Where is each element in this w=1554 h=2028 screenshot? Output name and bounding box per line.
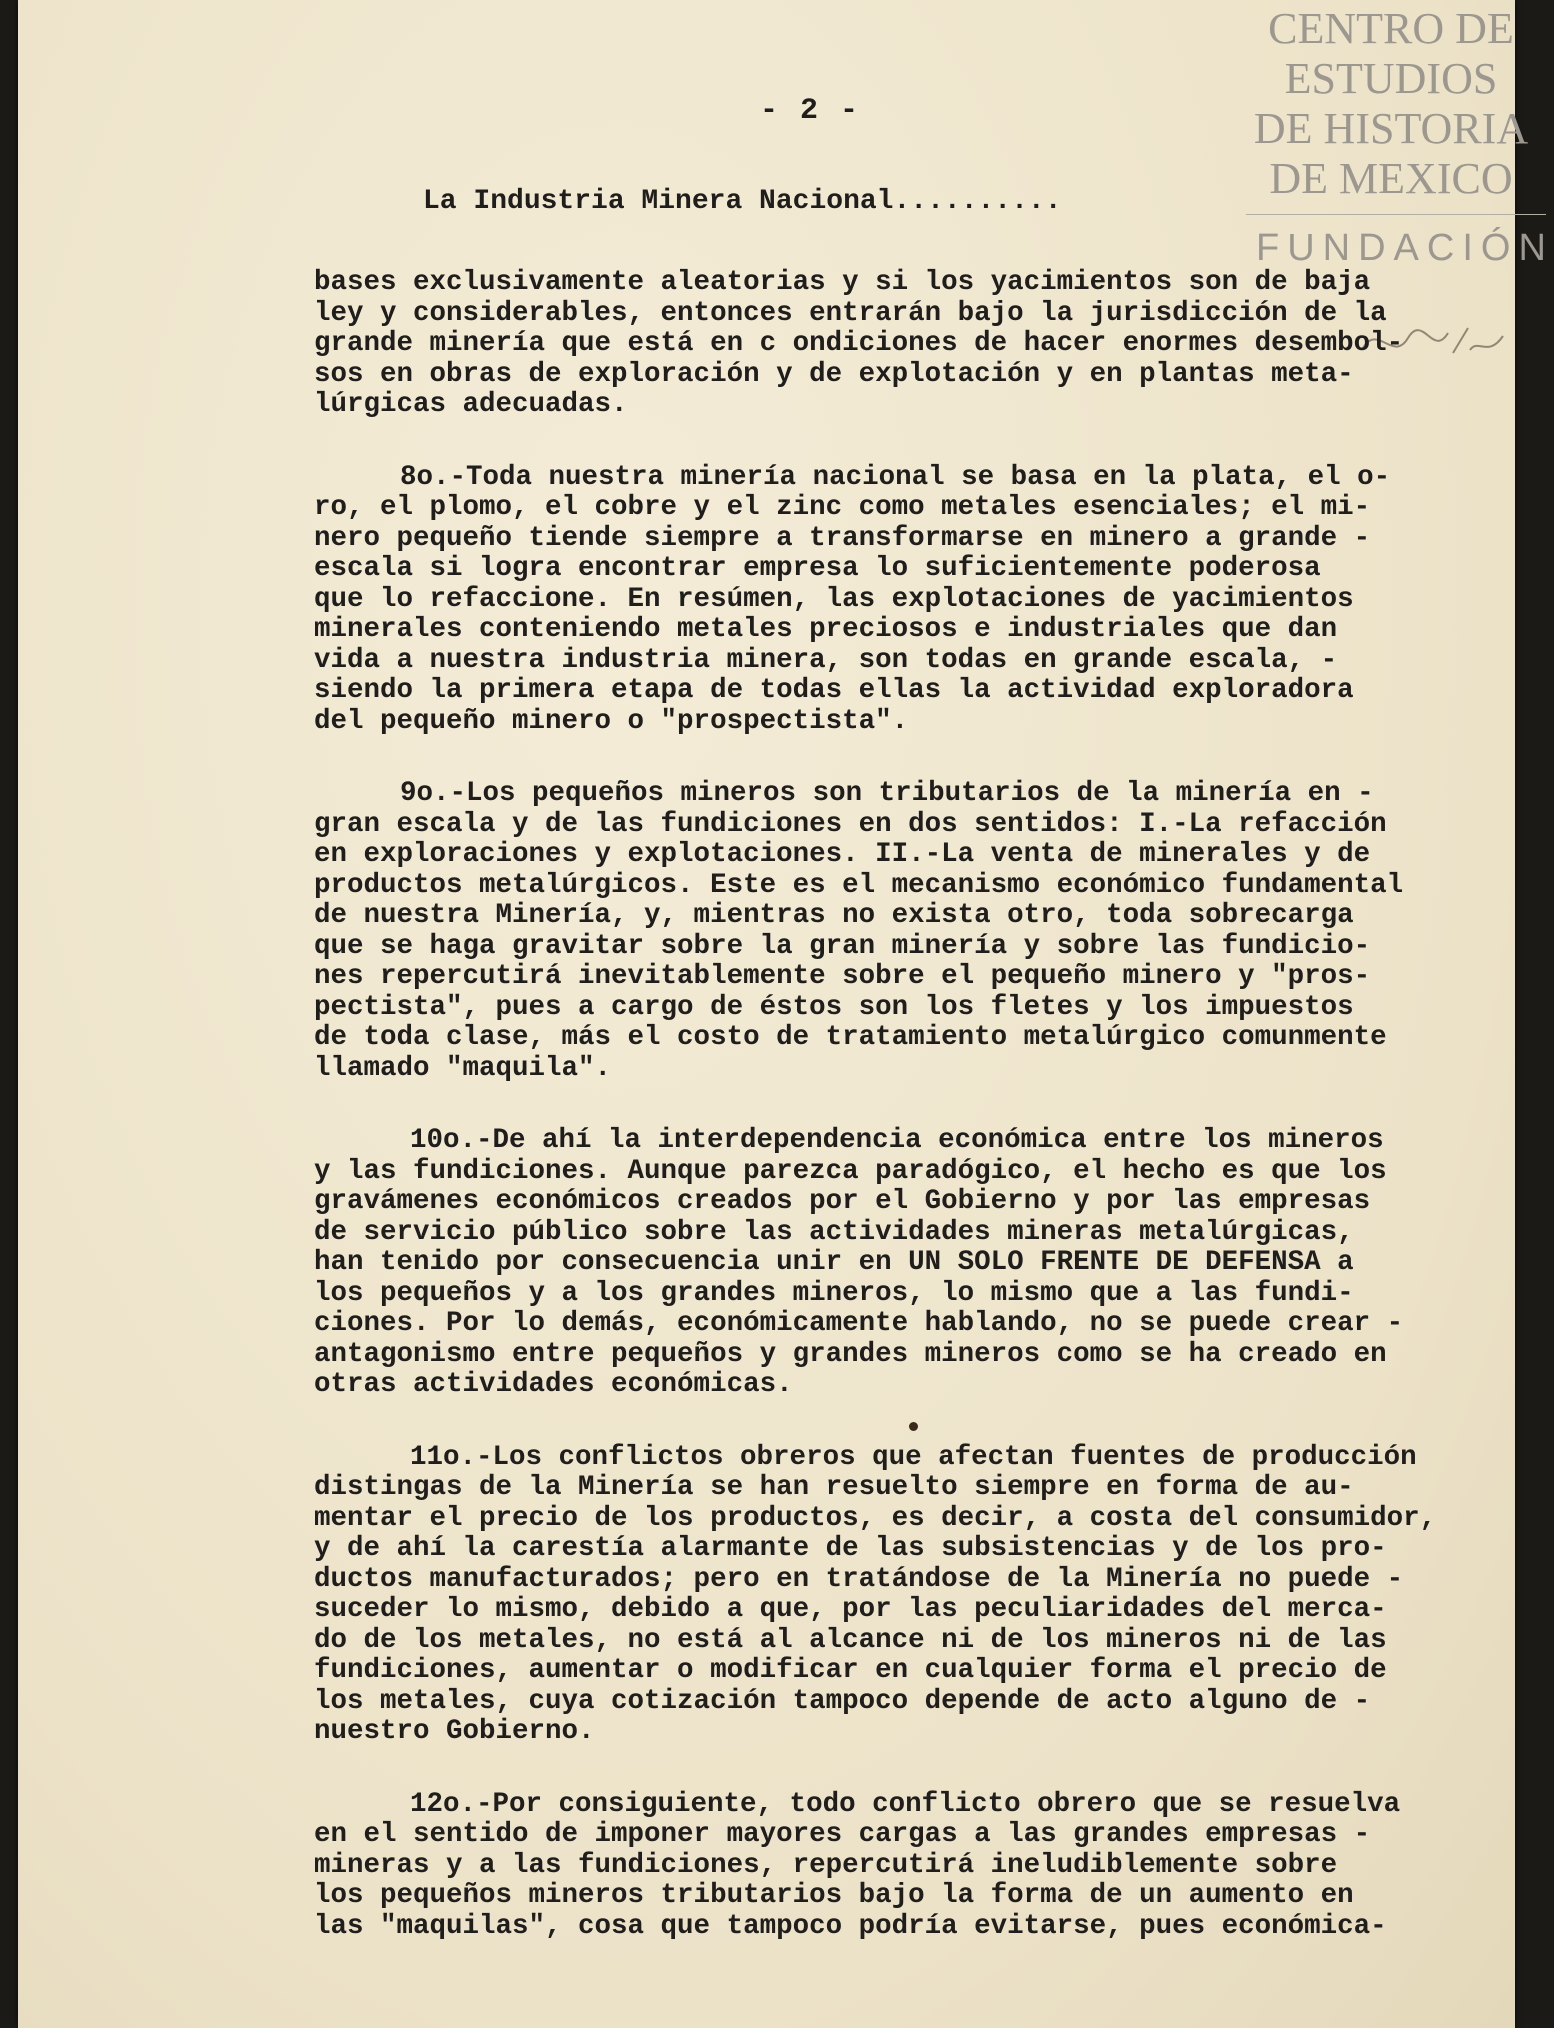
document-page	[18, 0, 1554, 2028]
text-line: 8o.-Toda nuestra minería nacional se basa en la plata, el o-	[400, 461, 1391, 493]
text-line: de servicio público sobre las actividades mineras metalúrgicas,	[314, 1216, 1354, 1248]
text-line: sos en obras de exploración y de explotación y en plantas meta-	[314, 358, 1354, 390]
text-line: del pequeño minero o "prospectista".	[314, 705, 909, 737]
text-line: ciones. Por lo demás, económicamente hablando, no se puede crear -	[314, 1308, 1404, 1339]
text-line: en el sentido de imponer mayores cargas a las grandes empresas -	[314, 1819, 1371, 1850]
text-line: llamado "maquila".	[314, 1052, 612, 1084]
text-line: escala si logra encontrar empresa lo suficientemente poderosa	[314, 553, 1321, 584]
paragraph-continuation	[314, 268, 1514, 421]
running-title: La Industria Minera Nacional..........	[423, 186, 1062, 217]
text-line: lúrgicas adecuadas.	[314, 389, 628, 420]
text-line: han tenido por consecuencia unir en UN SOLO FRENTE DE DEFENSA a	[314, 1247, 1354, 1278]
text-line: nero pequeño tiende siempre a transformarse en minero a grande -	[314, 522, 1371, 554]
text-line: los pequeños mineros tributarios bajo la forma de un aumento en	[314, 1880, 1354, 1911]
text-line: mineras y a las fundiciones, repercutirá ineludiblemente sobre	[314, 1849, 1338, 1881]
watermark-line: DE MEXICO	[1269, 154, 1513, 203]
text-line: los pequeños y a los grandes mineros, lo mismo que a las fundi-	[314, 1277, 1354, 1309]
paragraph-12	[314, 1790, 1514, 1943]
paragraph-9	[314, 779, 1514, 1084]
text-line: gran escala y de las fundiciones en dos sentidos: I.-La refacción	[314, 808, 1387, 840]
watermark-line: ESTUDIOS	[1284, 54, 1498, 103]
paragraph-gap	[314, 1084, 1514, 1126]
paragraph-gap	[314, 737, 1514, 779]
watermark-line: CENTRO DE	[1268, 4, 1514, 53]
text-line: de toda clase, más el costo de tratamiento metalúrgico comunmente	[314, 1022, 1387, 1053]
text-line: nes repercutirá inevitablemente sobre el pequeño minero y "pros-	[314, 961, 1371, 992]
text-line: fundiciones, aumentar o modificar en cualquier forma el precio de	[314, 1655, 1387, 1686]
text-line: que se haga gravitar sobre la gran minería y sobre las fundicio-	[314, 930, 1371, 962]
text-line: gravámenes económicos creados por el Gobierno y por las empresas	[314, 1186, 1371, 1217]
text-line: las "maquilas", cosa que tampoco podría evitarse, pues económica-	[314, 1910, 1387, 1942]
text-line: 11o.-Los conflictos obreros que afectan fuentes de producción	[410, 1441, 1417, 1473]
text-line: y de ahí la carestía alarmante de las subsistencias y de los pro-	[314, 1533, 1387, 1564]
text-line: antagonismo entre pequeños y grandes mineros como se ha creado en	[314, 1338, 1387, 1370]
paragraph-10	[314, 1126, 1514, 1401]
text-line: 9o.-Los pequeños mineros son tributarios de la minería en -	[400, 778, 1374, 809]
text-line: 10o.-De ahí la interdependencia económica entre los mineros	[410, 1125, 1384, 1156]
watermark-divider	[1246, 214, 1546, 215]
text-line: ley y considerables, entonces entrarán bajo la jurisdicción de la	[314, 297, 1387, 329]
text-line: en exploraciones y explotaciones. II.-La venta de minerales y de	[314, 839, 1371, 870]
text-line: distingas de la Minería se han resuelto siempre en forma de au-	[314, 1472, 1354, 1503]
paragraph-11	[314, 1443, 1514, 1748]
text-line: do de los metales, no está al alcance ni de los mineros ni de las	[314, 1624, 1387, 1656]
text-line: vida a nuestra industria minera, son todas en grande escala, -	[314, 644, 1338, 676]
paragraph-gap	[314, 1748, 1514, 1790]
text-line: los metales, cuya cotización tampoco depende de acto alguno de -	[314, 1685, 1371, 1717]
text-line: minerales conteniendo metales preciosos e industriales que dan	[314, 614, 1338, 645]
text-line: grande minería que está en c ondiciones de hacer enormes desembol-	[314, 328, 1404, 359]
text-line: otras actividades económicas.	[314, 1369, 793, 1400]
text-line: ro, el plomo, el cobre y el zinc como metales esenciales; el mi-	[314, 492, 1371, 523]
text-line: bases exclusivamente aleatorias y si los yacimientos son de baja	[314, 267, 1371, 298]
text-line: suceder lo mismo, debido a que, por las peculiaridades del merca-	[314, 1594, 1387, 1625]
watermark-line: DE HISTORIA	[1253, 104, 1529, 153]
paragraph-8	[314, 463, 1514, 738]
text-line: nuestro Gobierno.	[314, 1716, 595, 1747]
paragraph-gap	[314, 421, 1514, 463]
text-line: 12o.-Por consiguiente, todo conflicto obrero que se resuelva	[410, 1788, 1401, 1820]
text-line: siendo la primera etapa de todas ellas la actividad exploradora	[314, 675, 1354, 706]
text-line: que lo refaccione. En resúmen, las explotaciones de yacimientos	[314, 583, 1354, 615]
archive-watermark	[1246, 4, 1554, 273]
text-line: y las fundiciones. Aunque parezca paradógico, el hecho es que los	[314, 1155, 1387, 1187]
watermark-fundacion: FUNDACIÓN	[1256, 227, 1554, 269]
page-number: - 2 -	[760, 94, 861, 128]
ink-mark	[909, 1422, 918, 1431]
text-line: productos metalúrgicos. Este es el mecanismo económico fundamental	[314, 869, 1404, 901]
document-body	[314, 268, 1514, 1942]
text-line: mentar el precio de los productos, es decir, a costa del consumidor,	[314, 1502, 1437, 1534]
text-line: de nuestra Minería, y, mientras no exista otro, toda sobrecarga	[314, 900, 1354, 931]
text-line: ductos manufacturados; pero en tratándose de la Minería no puede -	[314, 1563, 1404, 1595]
text-line: pectista", pues a cargo de éstos son los fletes y los impuestos	[314, 991, 1354, 1023]
